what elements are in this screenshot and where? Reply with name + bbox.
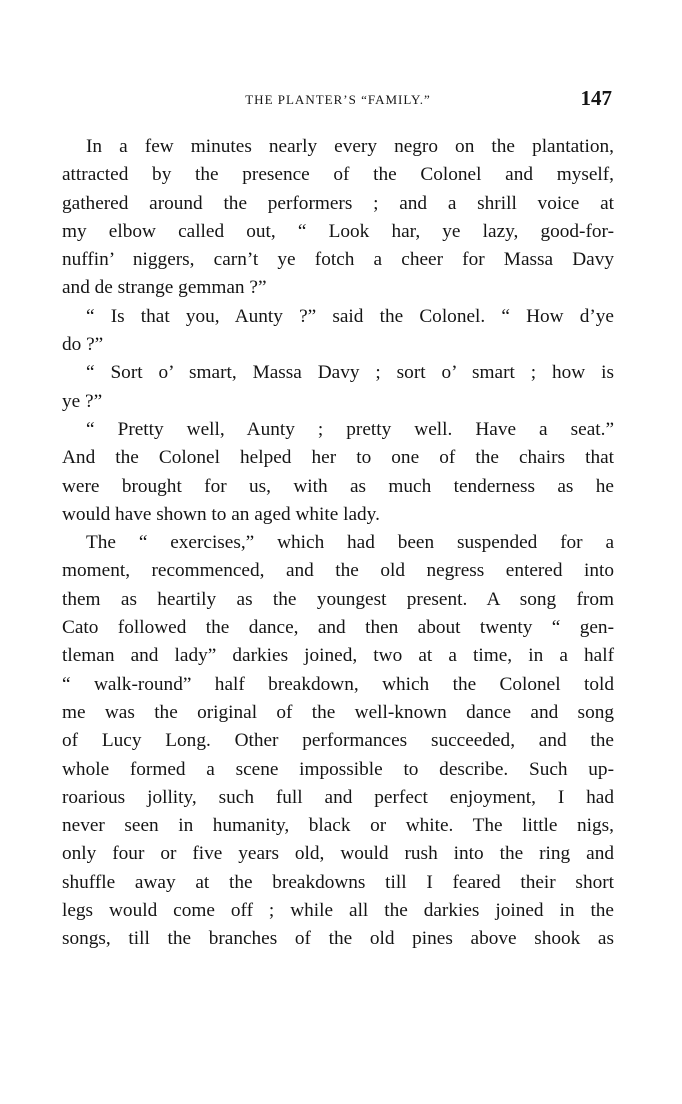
text-line: and de strange gemman ?” bbox=[62, 277, 267, 299]
running-title: THE PLANTER’S “FAMILY.” bbox=[245, 92, 431, 107]
text-line: In a few minutes nearly every negro on the plantation, bbox=[86, 136, 614, 157]
text-line: only four or five years old, would rush into the ring and bbox=[62, 843, 614, 865]
text-line: And the Colonel helped her to one of the chairs that bbox=[62, 447, 614, 469]
text-line: “ Sort o’ smart, Massa Davy ; sort o’ smart ; how is bbox=[86, 362, 614, 384]
text-line: The “ exercises,” which had been suspended for a bbox=[86, 532, 614, 554]
text-line: “ Pretty well, Aunty ; pretty well. Have a seat.” bbox=[86, 418, 614, 440]
text-line: of Lucy Long. Other performances succeeded, and the bbox=[62, 730, 614, 752]
text-line: do ?” bbox=[62, 334, 104, 356]
text-line: ye ?” bbox=[62, 390, 103, 412]
text-line: moment, recommenced, and the old negress entered into bbox=[62, 560, 614, 582]
text-line: “ walk-round” half breakdown, which the Colonel told bbox=[62, 673, 614, 695]
text-line: whole formed a scene impossible to describe. Such up- bbox=[62, 758, 614, 780]
text-line: never seen in humanity, black or white. The little nigs, bbox=[62, 815, 614, 837]
text-line: “ Is that you, Aunty ?” said the Colonel. “ How d’ye bbox=[86, 305, 614, 327]
text-line: them as heartily as the youngest present. A song from bbox=[62, 588, 614, 610]
page-number: 147 bbox=[580, 86, 612, 110]
text-line: gathered around the performers ; and a shrill voice at bbox=[62, 192, 614, 214]
text-line: roarious jollity, such full and perfect enjoyment, I had bbox=[62, 786, 614, 808]
text-line: me was the original of the well-known dance and song bbox=[62, 701, 614, 723]
text-body bbox=[62, 133, 614, 954]
text-line: attracted by the presence of the Colonel and myself, bbox=[62, 164, 614, 186]
text-line: songs, till the branches of the old pines above shook as bbox=[62, 928, 614, 950]
running-head bbox=[60, 86, 616, 114]
text-line: would have shown to an aged white lady. bbox=[62, 503, 380, 525]
text-line: were brought for us, with as much tenderness as he bbox=[62, 475, 614, 497]
text-line: legs would come off ; while all the darkies joined in the bbox=[62, 900, 614, 922]
text-line: my elbow called out, “ Look har, ye lazy, good-for- bbox=[62, 220, 614, 242]
text-line: Cato followed the dance, and then about twenty “ gen- bbox=[62, 617, 614, 639]
text-line: shuffle away at the breakdowns till I feared their short bbox=[62, 871, 614, 893]
text-line: tleman and lady” darkies joined, two at a time, in a half bbox=[62, 645, 614, 667]
text-line: nuffin’ niggers, carn’t ye fotch a cheer for Massa Davy bbox=[62, 249, 614, 271]
